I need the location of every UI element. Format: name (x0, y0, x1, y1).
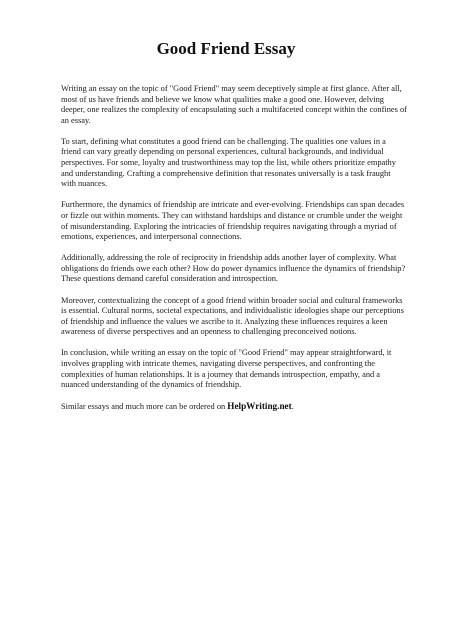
footer-prefix: Similar essays and much more can be ordered on (61, 402, 228, 412)
paragraph-reciprocity: Additionally, addressing the role of reciprocity in friendship adds another layer of complexity. What obligations do friends owe each other? How do power dynamics influence the dynamics of friendship? These questions demand careful consideration and introspection. (61, 253, 406, 284)
paragraph-intro: Writing an essay on the topic of "Good Friend" may seem deceptively simple at first glance. After all, most of us have friends and believe we know what qualities make a good one. However, delving deeper, one realizes the complexity of encapsulating such a multifaceted concept within the confines of an essay. (61, 84, 407, 125)
footer-note (61, 401, 407, 413)
footer-suffix: . (291, 402, 294, 412)
helpwriting-link[interactable]: HelpWriting.net (227, 401, 292, 412)
essay-body (61, 84, 407, 423)
paragraph-conclusion: In conclusion, while writing an essay on the topic of "Good Friend" may appear straightforward, it involves grappling with intricate themes, navigating diverse perspectives, and confronting the complexities of human relationships. It is a journey that demands introspection, empathy, and a nuanced understanding of the dynamics of friendship. (61, 348, 392, 390)
paragraph-definition: To start, defining what constitutes a good friend can be challenging. The qualities one values in a friend can vary greatly depending on personal experiences, cultural backgrounds, and individual perspectives. For some, loyalty and trustworthiness may top the list, while others prioritize empathy and understanding. Crafting a comprehensive definition that resonates universally is a task fraught with nuances. (61, 136, 396, 189)
paragraph-dynamics: Furthermore, the dynamics of friendship are intricate and ever-evolving. Friendships can span decades or fizzle out within moments. They can withstand hardships and distance or crumble under the weight of misunderstanding. Exploring the intricacies of friendship requires navigating through a myriad of emotions, experiences, and interpersonal connections. (61, 200, 405, 242)
paragraph-context: Moreover, contextualizing the concept of a good friend within broader social and cultural frameworks is essential. Cultural norms, societal expectations, and individualistic ideologies shape our perceptions of friendship and influence the values we ascribe to it. Analyzing these influences requires a keen awareness of diverse perspectives and an openness to challenging preconceived notions. (61, 295, 404, 337)
page-title: Good Friend Essay (156, 39, 296, 58)
